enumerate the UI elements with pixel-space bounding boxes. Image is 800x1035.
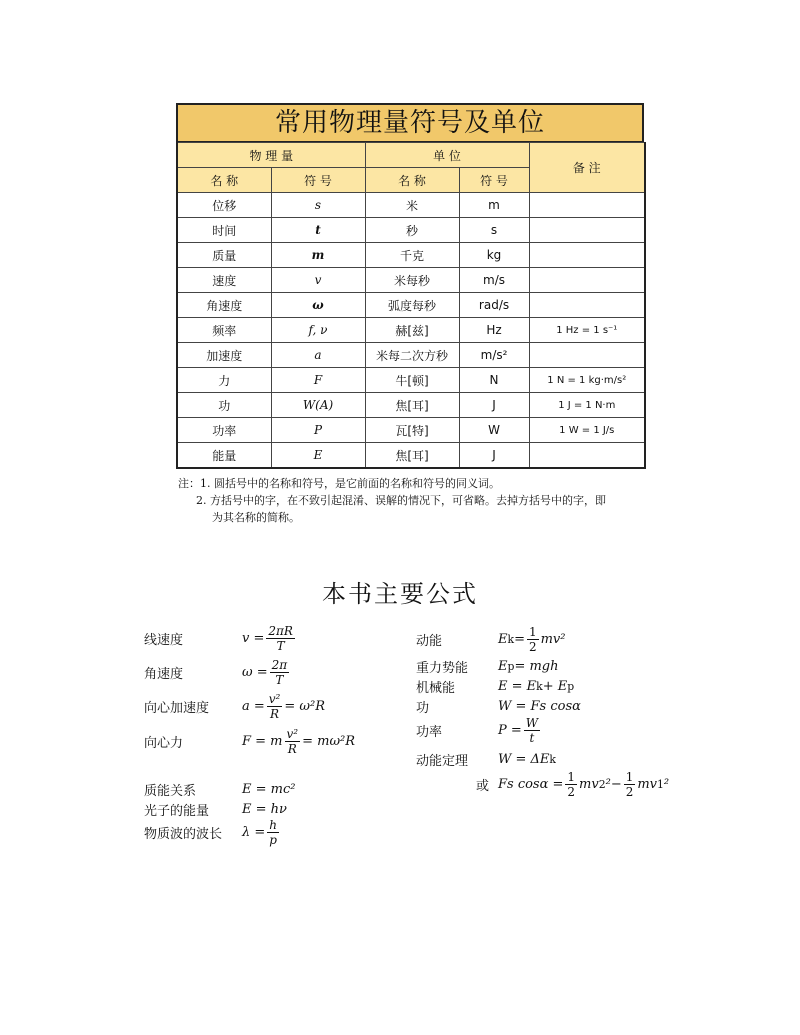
quantity-symbol-cell: m [271,243,365,268]
unit-name-cell: 弧度每秒 [365,293,459,318]
unit-symbol-cell: W [459,418,529,443]
formula-expression: E p = mgh [498,659,559,674]
quantity-name-cell: 功率 [177,418,271,443]
formula-label: 机械能 [416,681,456,696]
formula-expression: W = Fs cosα [498,699,581,714]
quantity-name-cell: 频率 [177,318,271,343]
table-row [177,218,645,243]
unit-symbol-cell: m/s [459,268,529,293]
quantity-name-cell: 力 [177,368,271,393]
units-table [176,142,646,469]
table-row [177,393,645,418]
formula-label: 重力势能 [416,661,469,676]
quantity-name-cell: 加速度 [177,343,271,368]
remark-cell: 1 N = 1 kg·m/s² [529,368,645,393]
unit-name-cell: 瓦[特] [365,418,459,443]
remark-cell [529,268,645,293]
formula-power [416,716,542,745]
formula-label: 物质波的波长 [144,827,223,842]
quantity-name-cell: 角速度 [177,293,271,318]
unit-name-cell: 千克 [365,243,459,268]
unit-symbol-cell: J [459,393,529,418]
formula-angular-speed [144,658,291,687]
formula-label: 功率 [416,725,443,740]
formula-kinetic-energy [416,625,566,654]
unit-name-cell: 米每二次方秒 [365,343,459,368]
note-line-1: 注：1. 圆括号中的名称和符号，是它前面的名称和符号的同义词。 [178,477,500,490]
formula-expression: Fs cosα = $\frac{1}{2}$ mv 2 ²− $\frac{1}{2}$ mv 1 ² [498,770,670,799]
remark-cell [529,243,645,268]
unit-name-cell: 牛[顿] [365,368,459,393]
unit-name-cell: 米每秒 [365,268,459,293]
unit-symbol-cell: N [459,368,529,393]
unit-symbol-cell: m/s² [459,343,529,368]
formula-matter-wave [144,818,281,847]
formula-centripetal-force [144,727,355,756]
formula-linear-speed [144,624,297,653]
formula-mechanical-energy [416,677,574,696]
unit-symbol-cell: m [459,193,529,218]
formula-mass-energy [144,780,295,799]
formula-expression: E = mc² [242,782,296,797]
formula-label: 动能 [416,634,443,649]
formula-kinetic-theorem-alt [476,770,669,799]
quantity-name-cell: 速度 [177,268,271,293]
formula-centripetal-acc [144,692,325,721]
formula-expression: W = ΔE k [498,752,556,767]
remark-cell: 1 W = 1 J/s [529,418,645,443]
unit-name-cell: 赫[兹] [365,318,459,343]
table-title: 常用物理量符号及单位 [176,103,644,142]
formula-expression: E = E k + E p [498,679,575,694]
quantity-name-cell: 位移 [177,193,271,218]
quantity-symbol-cell: f, ν [271,318,365,343]
formula-expression: λ = $\frac{h}{p}$ [242,818,277,847]
note-line-3: 为其名称的简称。 [212,511,300,524]
formula-expression: F = m $\frac{\text{v²}}{R}$ = mω²R [242,727,356,756]
remark-cell: 1 J = 1 N·m [529,393,645,418]
formulas-title: 本书主要公式 [322,580,478,608]
quantity-symbol-cell: s [271,193,365,218]
header-quantity: 物 理 量 [177,143,365,168]
unit-symbol-cell: s [459,218,529,243]
table-row [177,268,645,293]
header-remark: 备 注 [529,143,645,193]
table-row [177,443,645,469]
formula-expression: E = hν [242,802,287,817]
quantity-name-cell: 能量 [177,443,271,469]
unit-name-cell: 秒 [365,218,459,243]
table-row [177,343,645,368]
table-row [177,293,645,318]
formula-photon-energy [144,800,287,819]
formula-expression: v = $\frac{2\pi R}{T}$ [242,624,293,653]
remark-cell [529,443,645,469]
header-quantity-symbol: 符 号 [271,168,365,193]
formula-label: 动能定理 [416,754,469,769]
formula-expression: ω = $\frac{2\pi}{T}$ [242,658,288,687]
formula-label: 或 [476,779,490,794]
unit-symbol-cell: rad/s [459,293,529,318]
quantity-name-cell: 时间 [177,218,271,243]
formula-label: 功 [416,701,430,716]
remark-cell [529,293,645,318]
quantity-name-cell: 功 [177,393,271,418]
table-row [177,418,645,443]
quantity-symbol-cell: F [271,368,365,393]
formula-expression: P = $\frac{W}{t}$ [498,716,539,745]
quantity-symbol-cell: t [271,218,365,243]
formula-label: 光子的能量 [144,804,210,819]
quantity-symbol-cell: E [271,443,365,469]
formula-label: 向心加速度 [144,701,210,716]
unit-symbol-cell: kg [459,243,529,268]
formula-expression: E k = $\frac{1}{2}$ mv² [498,625,566,654]
unit-name-cell: 焦[耳] [365,443,459,469]
note-line-2: 2. 方括号中的字，在不致引起混淆、误解的情况下，可省略。去掉方括号中的字，即 [196,494,606,507]
unit-name-cell: 米 [365,193,459,218]
quantity-symbol-cell: ω [271,293,365,318]
units-table-block [176,103,644,469]
header-quantity-name: 名 称 [177,168,271,193]
remark-cell: 1 Hz = 1 s⁻¹ [529,318,645,343]
remark-cell [529,218,645,243]
quantity-symbol-cell: P [271,418,365,443]
formula-work [416,697,581,716]
table-row [177,318,645,343]
unit-symbol-cell: J [459,443,529,469]
quantity-symbol-cell: W(A) [271,393,365,418]
remark-cell [529,193,645,218]
formula-gravitational-pe [416,657,558,676]
formula-label: 线速度 [144,633,184,648]
header-unit-name: 名 称 [365,168,459,193]
quantity-name-cell: 质量 [177,243,271,268]
formula-label: 向心力 [144,736,184,751]
header-unit: 单 位 [365,143,529,168]
formula-label: 角速度 [144,667,184,682]
remark-cell [529,343,645,368]
table-row [177,368,645,393]
unit-symbol-cell: Hz [459,318,529,343]
table-row [177,193,645,218]
formula-expression: a = $\frac{\text{v²}}{R}$ = ω²R [242,692,325,721]
header-unit-symbol: 符 号 [459,168,529,193]
table-row [177,243,645,268]
unit-name-cell: 焦[耳] [365,393,459,418]
formula-label: 质能关系 [144,784,197,799]
formula-kinetic-theorem [416,750,556,769]
table-notes [178,475,648,526]
quantity-symbol-cell: a [271,343,365,368]
quantity-symbol-cell: v [271,268,365,293]
